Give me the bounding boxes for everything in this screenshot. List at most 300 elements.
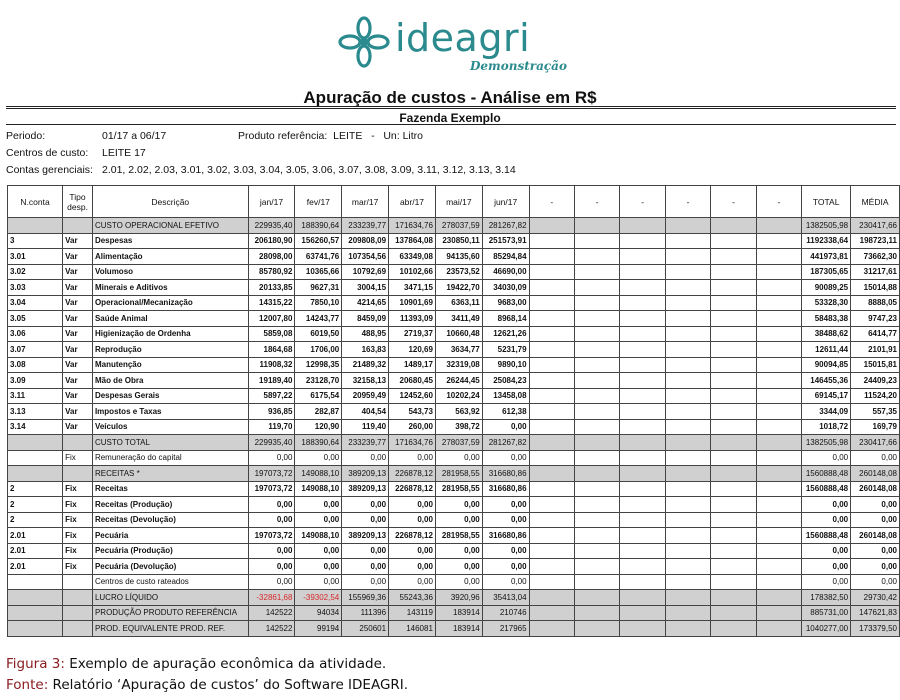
table-cell [665,528,710,544]
table-cell: 229935,40 [248,218,295,234]
table-cell: 10660,48 [435,326,482,342]
table-cell: 8968,14 [482,311,529,327]
table-cell: 63741,76 [295,249,342,265]
table-cell: 3.11 [8,388,63,404]
table-cell: CUSTO TOTAL [92,435,248,451]
table-cell [756,218,801,234]
table-cell: 12621,26 [482,326,529,342]
table-cell [63,218,93,234]
table-cell: 0,00 [851,574,900,590]
table-cell [756,605,801,621]
table-cell: 99194 [295,621,342,637]
table-cell: 3.04 [8,295,63,311]
table-cell: Operacional/Mecanização [92,295,248,311]
table-cell: 1706,00 [295,342,342,358]
table-cell [711,621,756,637]
table-cell: 0,00 [342,450,389,466]
table-cell: 3.14 [8,419,63,435]
table-cell [575,497,620,513]
table-cell: Var [63,264,93,280]
table-cell [620,419,665,435]
table-cell [665,295,710,311]
table-cell [711,373,756,389]
table-cell [620,388,665,404]
table-cell: 1864,68 [248,342,295,358]
table-cell [575,466,620,482]
table-cell [665,404,710,420]
table-cell: 9890,10 [482,357,529,373]
table-cell [756,404,801,420]
table-cell: 3.07 [8,342,63,358]
table-cell [665,450,710,466]
table-row [8,559,900,575]
table-cell [665,419,710,435]
table-cell: 543,73 [389,404,436,420]
table-cell: 0,00 [389,559,436,575]
table-cell [756,388,801,404]
table-cell: 936,85 [248,404,295,420]
table-cell [620,574,665,590]
table-cell: 12998,35 [295,357,342,373]
table-cell [665,373,710,389]
column-header: - [529,186,574,218]
table-cell [529,481,574,497]
table-cell [575,605,620,621]
table-cell: 0,00 [802,559,851,575]
table-cell: 10102,66 [389,264,436,280]
table-cell: 6414,77 [851,326,900,342]
table-cell: 260148,08 [851,481,900,497]
table-row [8,326,900,342]
table-cell [620,264,665,280]
table-cell: 146081 [389,621,436,637]
table-cell: 0,00 [482,559,529,575]
table-cell [665,264,710,280]
table-cell [756,497,801,513]
table-cell [665,342,710,358]
table-row [8,311,900,327]
divider [6,108,896,109]
table-cell [575,481,620,497]
table-cell: 0,00 [802,497,851,513]
table-cell: 25084,23 [482,373,529,389]
table-cell: 73662,30 [851,249,900,265]
table-cell: 3 [8,233,63,249]
table-cell: 488,95 [342,326,389,342]
table-cell: Volumoso [92,264,248,280]
table-cell [711,295,756,311]
table-cell: Fix [63,497,93,513]
table-cell: 206180,90 [248,233,295,249]
table-cell: 0,00 [851,559,900,575]
table-cell [620,621,665,637]
table-cell: 226878,12 [389,528,436,544]
table-cell [575,342,620,358]
table-cell: 19189,40 [248,373,295,389]
table-cell: 8459,09 [342,311,389,327]
table-cell [529,249,574,265]
table-cell: 0,00 [435,497,482,513]
table-cell: Var [63,419,93,435]
table-cell: 404,54 [342,404,389,420]
table-cell: 0,00 [802,512,851,528]
table-cell [620,466,665,482]
table-cell: 557,35 [851,404,900,420]
table-cell [620,326,665,342]
table-cell: 23128,70 [295,373,342,389]
table-cell: 260148,08 [851,528,900,544]
table-cell: 0,00 [295,574,342,590]
figure-text: Exemplo de apuração econômica da atividade. [64,656,387,672]
table-cell: 229935,40 [248,435,295,451]
table-cell [529,388,574,404]
table-header [8,186,900,218]
table-cell [756,311,801,327]
table-cell [711,543,756,559]
table-cell [711,528,756,544]
product-value: LEITE - Un: Litro [333,130,424,142]
table-cell: 10202,24 [435,388,482,404]
table-cell [711,497,756,513]
table-cell: 260,00 [389,419,436,435]
table-cell [756,450,801,466]
table-cell: 26244,45 [435,373,482,389]
figure-label: Figura 3: [6,656,65,672]
table-cell: Var [63,233,93,249]
table-cell [620,295,665,311]
table-cell: 0,00 [851,512,900,528]
table-cell: 21489,32 [342,357,389,373]
table-cell: 0,00 [851,497,900,513]
table-cell: 7850,10 [295,295,342,311]
table-cell: 111396 [342,605,389,621]
table-cell: Fix [63,543,93,559]
table-cell [63,574,93,590]
table-cell [756,295,801,311]
table-cell: 0,00 [248,543,295,559]
table-cell [620,311,665,327]
table-cell: Pecuária [92,528,248,544]
table-cell: Receitas (Produção) [92,497,248,513]
table-cell: 2719,37 [389,326,436,342]
table-cell: 32158,13 [342,373,389,389]
table-cell [665,590,710,606]
table-cell [711,419,756,435]
table-cell: 1560888,48 [802,466,851,482]
table-cell [665,435,710,451]
table-cell: 13458,08 [482,388,529,404]
table-cell [711,481,756,497]
table-cell [575,512,620,528]
table-cell [529,342,574,358]
table-cell: 282,87 [295,404,342,420]
table-cell: 38488,62 [802,326,851,342]
table-cell [711,233,756,249]
table-cell: 2101,91 [851,342,900,358]
table-cell: 233239,77 [342,218,389,234]
table-cell: 173379,50 [851,621,900,637]
table-cell [665,559,710,575]
table-cell [756,233,801,249]
table-cell [575,388,620,404]
table-cell [575,574,620,590]
table-cell: 0,00 [389,543,436,559]
table-cell [665,512,710,528]
table-cell: 28098,00 [248,249,295,265]
table-cell [529,528,574,544]
table-cell [8,590,63,606]
table-cell: Var [63,357,93,373]
table-cell: 197073,72 [248,528,295,544]
table-cell: 612,38 [482,404,529,420]
table-cell: 11393,09 [389,311,436,327]
table-cell: 29730,42 [851,590,900,606]
table-cell: PROD. EQUIVALENTE PROD. REF. [92,621,248,637]
table-row [8,574,900,590]
table-cell [756,512,801,528]
ideagri-logo [338,14,578,72]
table-cell: 281958,55 [435,466,482,482]
table-cell [665,280,710,296]
table-cell: Minerais e Aditivos [92,280,248,296]
period-label: Periodo: [6,130,46,142]
table-cell: 10365,66 [295,264,342,280]
table-row [8,404,900,420]
source-label: Fonte: [6,677,49,693]
table-cell [620,342,665,358]
table-cell [665,621,710,637]
table-cell: 0,00 [482,450,529,466]
table-cell [620,605,665,621]
table-cell [575,311,620,327]
product-label: Produto referência: [238,130,328,142]
table-cell [529,280,574,296]
table-cell: Var [63,249,93,265]
figure-caption [6,656,386,672]
table-cell: 2.01 [8,543,63,559]
table-cell: 20959,49 [342,388,389,404]
table-cell: 281958,55 [435,481,482,497]
table-cell: 316680,86 [482,466,529,482]
table-row [8,605,900,621]
table-cell: 2 [8,497,63,513]
table-cell: 0,00 [389,450,436,466]
table-cell: 0,00 [248,450,295,466]
table-cell: 155969,36 [342,590,389,606]
table-cell: 6175,54 [295,388,342,404]
table-cell: 250601 [342,621,389,637]
table-row [8,357,900,373]
table-cell [620,512,665,528]
table-cell [529,512,574,528]
table-cell: Reprodução [92,342,248,358]
table-cell: 198723,11 [851,233,900,249]
table-cell: 209808,09 [342,233,389,249]
table-cell: 3.06 [8,326,63,342]
table-cell: 389209,13 [342,528,389,544]
table-cell [575,559,620,575]
table-cell: 0,00 [248,574,295,590]
table-cell [575,373,620,389]
table-cell [529,543,574,559]
table-cell: 230417,66 [851,218,900,234]
table-cell [756,543,801,559]
table-cell: 15015,81 [851,357,900,373]
table-cell: Var [63,373,93,389]
table-cell: 0,00 [389,497,436,513]
table-cell: 0,00 [342,574,389,590]
table-cell [620,481,665,497]
table-cell: 90089,25 [802,280,851,296]
table-cell: 0,00 [248,559,295,575]
table-cell: 24409,23 [851,373,900,389]
table-cell: 230417,66 [851,435,900,451]
table-cell [665,233,710,249]
table-cell [529,404,574,420]
cost-table [7,185,900,637]
table-cell: Impostos e Taxas [92,404,248,420]
table-cell [711,466,756,482]
table-cell [620,497,665,513]
table-cell: 0,00 [342,559,389,575]
table-cell: 12452,60 [389,388,436,404]
table-cell: 63349,08 [389,249,436,265]
table-cell: 1560888,48 [802,528,851,544]
table-cell: 278037,59 [435,435,482,451]
table-cell [529,497,574,513]
table-cell [620,543,665,559]
table-row [8,419,900,435]
table-cell [529,233,574,249]
table-cell [665,543,710,559]
table-cell: 316680,86 [482,481,529,497]
column-header: jan/17 [248,186,295,218]
table-cell: 183914 [435,621,482,637]
table-row [8,621,900,637]
table-cell [529,621,574,637]
table-cell: 197073,72 [248,481,295,497]
table-cell: 188390,64 [295,218,342,234]
table-cell [575,280,620,296]
table-cell: Receitas (Devolução) [92,512,248,528]
table-cell [529,590,574,606]
table-cell: 3344,09 [802,404,851,420]
table-cell: 389209,13 [342,466,389,482]
table-cell: 1040277,00 [802,621,851,637]
table-cell [575,419,620,435]
table-cell: 94135,60 [435,249,482,265]
table-cell [756,621,801,637]
table-row [8,450,900,466]
table-cell [529,295,574,311]
column-header: mai/17 [435,186,482,218]
table-cell: 3.08 [8,357,63,373]
table-cell [620,435,665,451]
ideagri-leaf-icon [338,16,390,68]
table-cell: 171634,76 [389,218,436,234]
table-cell: Despesas [92,233,248,249]
table-cell: -39302,54 [295,590,342,606]
table-cell [756,357,801,373]
column-header: N.conta [8,186,63,218]
table-cell [756,280,801,296]
table-cell: 94034 [295,605,342,621]
table-cell: Fix [63,450,93,466]
source-text: Relatório ‘Apuração de custos’ do Software IDEAGRI. [48,677,409,693]
table-cell: Fix [63,559,93,575]
column-header: - [575,186,620,218]
table-cell: Var [63,342,93,358]
table-cell [665,481,710,497]
table-cell: 15014,88 [851,280,900,296]
table-cell [63,590,93,606]
table-cell: Remuneração do capital [92,450,248,466]
table-cell [711,326,756,342]
table-cell [665,574,710,590]
table-cell [756,590,801,606]
table-cell: 398,72 [435,419,482,435]
table-cell: 0,00 [342,543,389,559]
table-cell: Saúde Animal [92,311,248,327]
table-cell: 885731,00 [802,605,851,621]
table-cell [620,590,665,606]
table-cell [8,450,63,466]
column-header: - [620,186,665,218]
divider [6,124,896,125]
table-cell [63,435,93,451]
table-cell [756,342,801,358]
table-row [8,497,900,513]
table-cell [756,264,801,280]
table-cell: 3.13 [8,404,63,420]
table-cell [575,621,620,637]
table-cell: 226878,12 [389,466,436,482]
table-cell: Alimentação [92,249,248,265]
table-cell: 119,70 [248,419,295,435]
table-cell [756,559,801,575]
logo-subtitle: Demonstração [470,59,567,73]
table-cell [529,357,574,373]
table-cell [711,574,756,590]
column-header: jun/17 [482,186,529,218]
table-row [8,295,900,311]
table-cell: 0,00 [389,574,436,590]
table-cell [756,466,801,482]
table-cell [529,419,574,435]
table-cell: 19422,70 [435,280,482,296]
table-cell [711,450,756,466]
table-cell: 441973,81 [802,249,851,265]
table-cell [575,264,620,280]
table-cell: Fix [63,481,93,497]
table-cell: 14243,77 [295,311,342,327]
table-cell [529,264,574,280]
table-cell: 12611,44 [802,342,851,358]
table-cell [756,249,801,265]
table-cell: 1018,72 [802,419,851,435]
table-cell: 9627,31 [295,280,342,296]
table-cell: 197073,72 [248,466,295,482]
table-cell: 0,00 [482,512,529,528]
table-cell: 0,00 [248,497,295,513]
table-cell: Var [63,326,93,342]
table-cell [575,435,620,451]
table-row [8,249,900,265]
table-cell [620,233,665,249]
table-cell: 10792,69 [342,264,389,280]
table-cell: CUSTO OPERACIONAL EFETIVO [92,218,248,234]
table-cell: 11524,20 [851,388,900,404]
